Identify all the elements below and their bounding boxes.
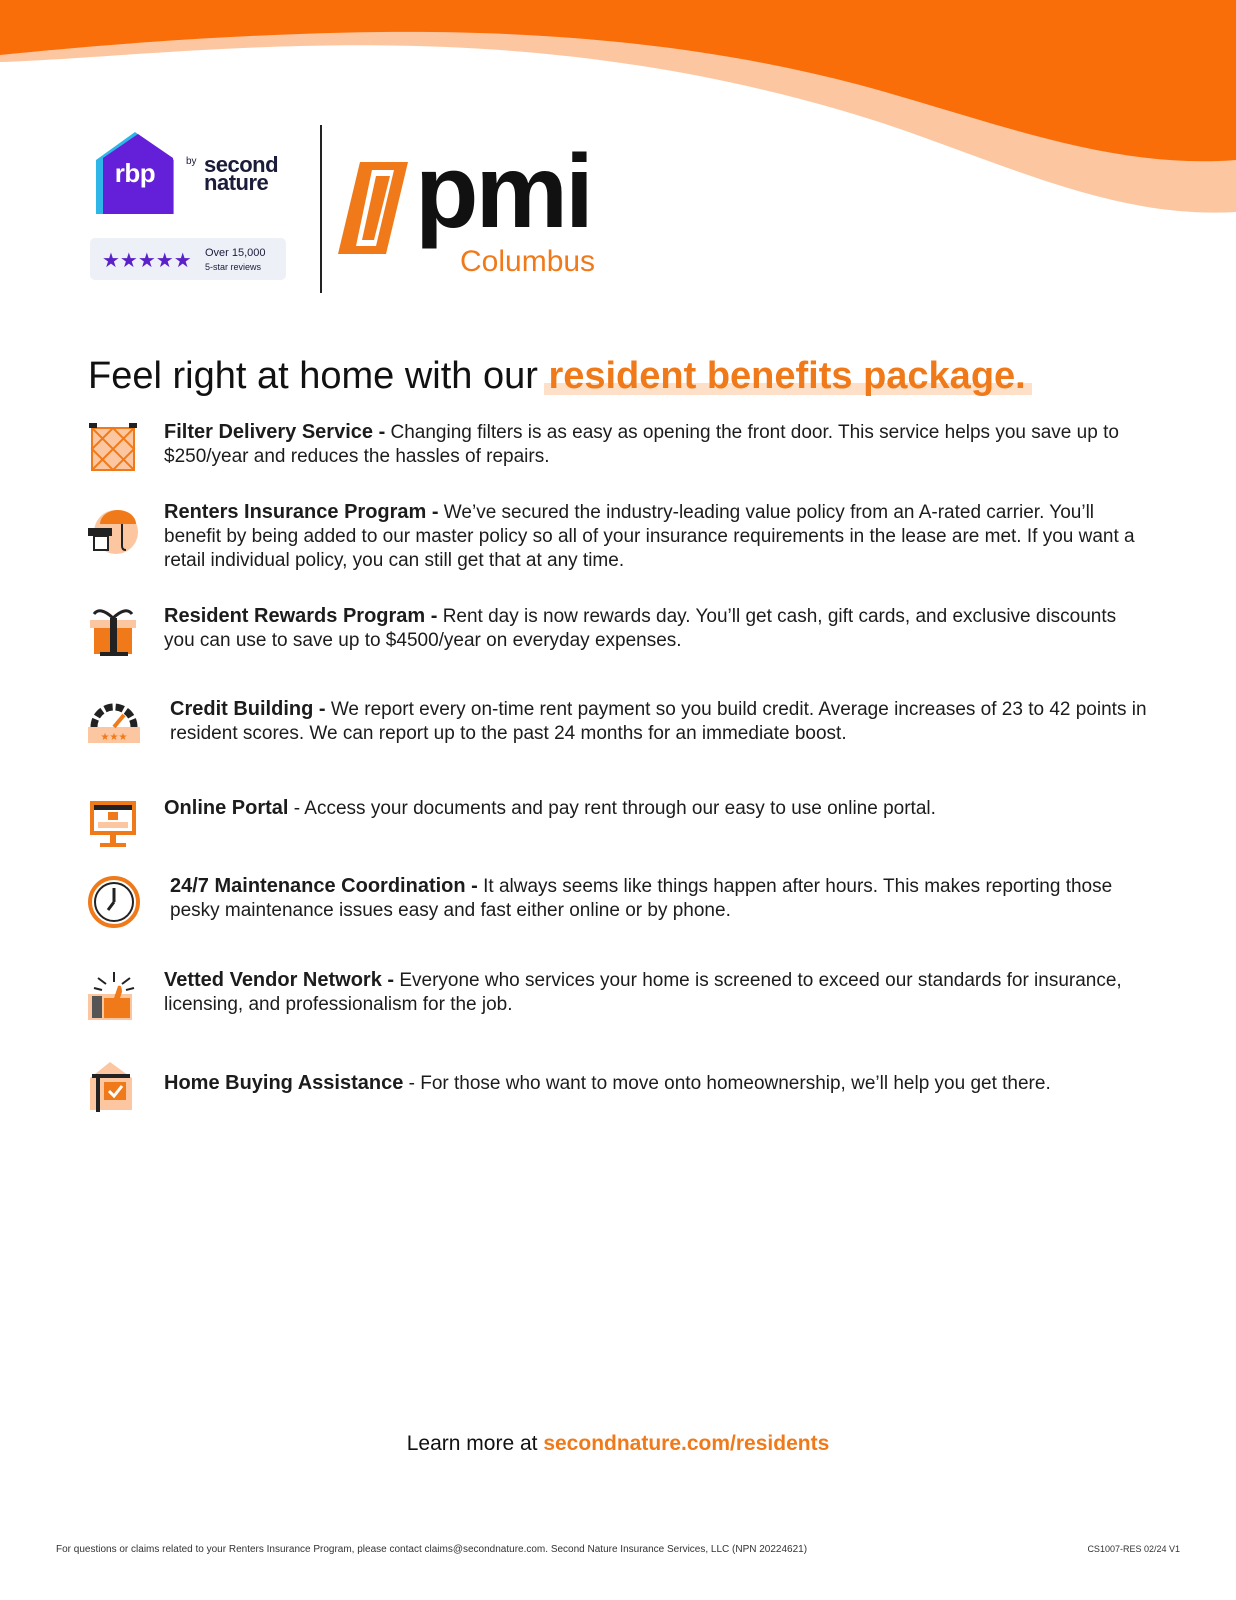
- second-nature-wordmark: [186, 152, 279, 195]
- benefit-description: It always seems like things happen after hours. This makes reporting those pesky maintenance issues easy and fast either online or by phone.: [170, 876, 1113, 921]
- learn-more-link[interactable]: secondnature.com/residents: [543, 1432, 830, 1455]
- footer-note: For questions or claims related to your Renters Insurance Program, please contact claims@secondnature.com. Second Nature Insurance Services, LLC (NPN 20224621): [56, 1544, 808, 1555]
- credit-gauge-icon: [86, 697, 142, 753]
- by-label: by: [186, 156, 197, 167]
- clock-icon: [86, 874, 142, 930]
- home-sign-icon: [86, 1060, 142, 1116]
- title-lead: Feel right at home with our: [88, 355, 549, 397]
- benefit-description: Rent day is now rewards day. You’ll get cash, gift cards, and exclusive discounts you can use to save up to $4500/year on everyday expenses.: [164, 606, 1117, 651]
- umbrella-house-icon: [86, 500, 142, 556]
- learn-more-lead: Learn more at: [406, 1432, 544, 1455]
- rbp-wordmark: rbp: [114, 158, 156, 188]
- benefit-description: - Access your documents and pay rent through our easy to use online portal.: [288, 798, 936, 819]
- document-code: CS1007-RES 02/24 V1: [1087, 1544, 1180, 1554]
- benefit-title: Home Buying Assistance: [164, 1072, 404, 1094]
- pmi-city: Columbus: [460, 245, 596, 278]
- learn-more: [0, 1432, 1236, 1456]
- filter-icon: [86, 420, 142, 476]
- gift-icon: [86, 604, 142, 660]
- pmi-mark-icon: [338, 162, 408, 254]
- reviews-badge: [90, 238, 286, 280]
- second-nature-line2: nature: [204, 170, 269, 195]
- benefit-description: We’ve secured the industry-leading value policy from an A-rated carrier. You’ll benefit by being added to our master policy so all of your insurance requirements in the lease are met. If you want a retail individual policy, you can still get that at any time.: [164, 502, 1135, 571]
- benefit-title: Filter Delivery Service -: [164, 421, 386, 443]
- benefit-description: We report every on-time rent payment so you build credit. Average increases of 23 to 42 points in resident scores. We can report up to the past 24 months for an immediate boost.: [170, 699, 1147, 744]
- thumbs-up-icon: [86, 968, 142, 1024]
- benefit-title: 24/7 Maintenance Coordination -: [170, 875, 478, 897]
- svg-text:★★★: ★★★: [100, 732, 128, 743]
- logo-divider: [320, 125, 322, 293]
- second-nature-line1: second: [204, 152, 279, 177]
- title-highlight: resident benefits package.: [548, 355, 1026, 397]
- header-wave: [0, 0, 1236, 230]
- monitor-icon: [86, 797, 142, 853]
- benefit-description: Changing filters is as easy as opening the front door. This service helps you save up to $250/year and reduces the hassles of repairs.: [164, 422, 1119, 467]
- benefit-title: Resident Rewards Program -: [164, 605, 438, 627]
- pmi-wordmark: pmi: [415, 134, 591, 250]
- page-title: [88, 355, 1026, 398]
- benefit-title: Vetted Vendor Network -: [164, 969, 395, 991]
- benefit-title: Online Portal: [164, 797, 289, 819]
- benefit-title: Renters Insurance Program -: [164, 501, 439, 523]
- star-rating-icon: ★★★★★: [102, 250, 192, 272]
- reviews-count: Over 15,000: [205, 247, 266, 259]
- benefit-title: Credit Building -: [170, 698, 326, 720]
- benefit-description: - For those who want to move onto homeownership, we’ll help you get there.: [403, 1073, 1051, 1094]
- benefit-description: Everyone who services your home is screened to exceed our standards for insurance, licensing, and professionalism for the job.: [164, 970, 1122, 1015]
- reviews-caption: 5-star reviews: [205, 262, 262, 272]
